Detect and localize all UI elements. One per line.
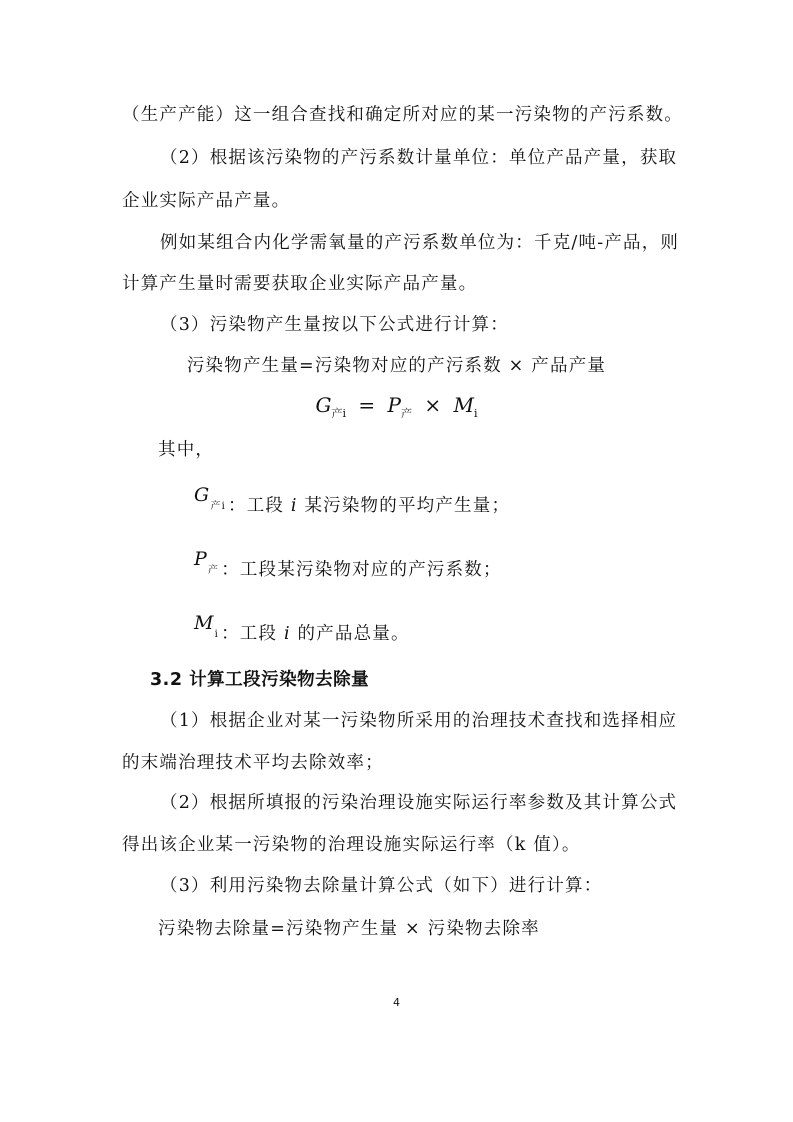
paragraph-line: 计算产生量时需要获取企业实际产品产量。 bbox=[122, 274, 478, 294]
formula-g: G bbox=[315, 393, 332, 417]
def-var: i bbox=[283, 624, 291, 644]
formula-m: M bbox=[453, 393, 474, 417]
formula-equals: = bbox=[358, 393, 376, 417]
paragraph-line: （3）利用污染物去除量计算公式（如下）进行计算： bbox=[160, 876, 603, 896]
paragraph-line: 例如某组合内化学需氧量的产污系数单位为：千克/吨-产品，则 bbox=[160, 233, 680, 253]
def-symbol-sub: 产 bbox=[207, 565, 220, 576]
def-text: 工段 bbox=[246, 496, 291, 516]
definition-p bbox=[194, 548, 502, 586]
def-colon: ： bbox=[228, 496, 247, 516]
paragraph-line: （生产产能）这一组合查找和确定所对应的某一污染物的产污系数。 bbox=[122, 105, 683, 125]
formula-math bbox=[0, 390, 793, 424]
section-heading: 3.2 计算工段污染物去除量 bbox=[150, 670, 370, 690]
def-symbol: G bbox=[194, 484, 211, 506]
paragraph-line: 的末端治理技术平均去除效率； bbox=[122, 753, 384, 773]
def-colon: ： bbox=[221, 560, 240, 580]
formula-g-sub: 产i bbox=[331, 407, 347, 420]
def-text: 工段某污染物对应的产污系数； bbox=[239, 560, 502, 580]
formula-times: × bbox=[424, 393, 442, 417]
def-symbol-sub: 产i bbox=[210, 501, 226, 512]
def-text: 某污染物的平均产生量； bbox=[297, 496, 511, 516]
page-number: 4 bbox=[393, 996, 400, 1009]
def-symbol-sub: i bbox=[214, 629, 220, 640]
paragraph-line: 其中， bbox=[158, 440, 215, 460]
formula-text: 污染物产生量=污染物对应的产污系数 × 产品产量 bbox=[186, 356, 607, 376]
definition-m bbox=[194, 612, 410, 650]
paragraph-line: （2）根据该污染物的产污系数计量单位：单位产品产量，获取 bbox=[160, 148, 678, 168]
formula-p: P bbox=[387, 393, 401, 417]
paragraph-line: 企业实际产品产量。 bbox=[122, 191, 291, 211]
formula-p-sub: 产 bbox=[400, 407, 412, 420]
def-symbol: M bbox=[194, 612, 215, 634]
paragraph-line: （3）污染物产生量按以下公式进行计算： bbox=[160, 315, 509, 335]
definition-g bbox=[194, 484, 511, 522]
def-symbol: P bbox=[194, 548, 208, 570]
formula-m-sub: i bbox=[473, 407, 478, 420]
paragraph-line: （2）根据所填报的污染治理设施实际运行率参数及其计算公式 bbox=[160, 793, 678, 813]
def-colon: ： bbox=[221, 624, 240, 644]
formula-text: 污染物去除量=污染物产生量 × 污染物去除率 bbox=[158, 919, 540, 939]
paragraph-line: （1）根据企业对某一污染物所采用的治理技术查找和选择相应 bbox=[160, 711, 678, 731]
paragraph-line: 得出该企业某一污染物的治理设施实际运行率（k 值）。 bbox=[122, 835, 581, 855]
def-var: i bbox=[290, 496, 298, 516]
def-text: 工段 bbox=[239, 624, 284, 644]
def-text: 的产品总量。 bbox=[290, 624, 410, 644]
